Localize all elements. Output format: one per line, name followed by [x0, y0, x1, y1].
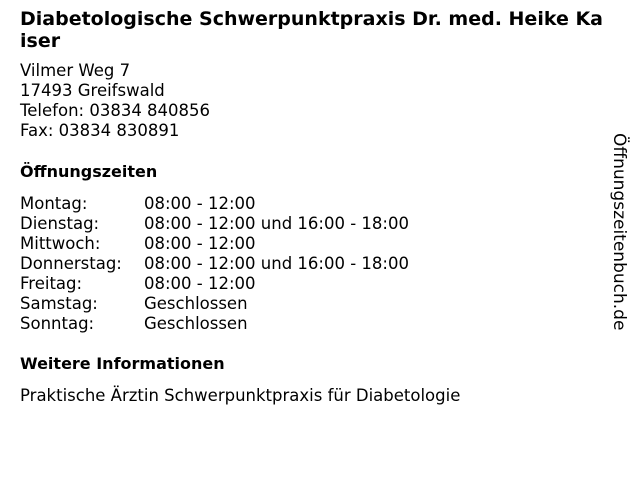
day-label: Donnerstag: [20, 254, 122, 273]
hours-row-tuesday [20, 214, 605, 234]
day-label: Dienstag: [20, 214, 100, 233]
more-info-text: Praktische Ärztin Schwerpunktpraxis für Diabetologie [20, 386, 461, 405]
hours-row-sunday [20, 314, 605, 334]
phone-number: Telefon: 03834 840856 [20, 101, 211, 120]
opening-hours-heading: Öffnungszeiten [20, 162, 158, 181]
time-value: 08:00 - 12:00 [144, 274, 256, 293]
day-label: Samstag: [20, 294, 98, 313]
time-value: 08:00 - 12:00 [144, 194, 256, 213]
site-watermark: Öffnungszeitenbuch.de [609, 133, 629, 331]
hours-row-thursday [20, 254, 605, 274]
contact-block [20, 61, 605, 141]
time-value: 08:00 - 12:00 [144, 234, 256, 253]
fax-number: Fax: 03834 830891 [20, 121, 180, 140]
opening-hours-table [20, 194, 605, 334]
practice-name: Diabetologische Schwerpunktpraxis Dr. med. Heike Kaiser [20, 8, 603, 52]
time-value: Geschlossen [144, 314, 248, 333]
day-label: Mittwoch: [20, 234, 101, 253]
day-label: Montag: [20, 194, 88, 213]
day-label: Freitag: [20, 274, 83, 293]
time-value: 08:00 - 12:00 und 16:00 - 18:00 [144, 214, 409, 233]
day-label: Sonntag: [20, 314, 95, 333]
hours-row-wednesday [20, 234, 605, 254]
time-value: 08:00 - 12:00 und 16:00 - 18:00 [144, 254, 409, 273]
city: 17493 Greifswald [20, 81, 165, 100]
practice-card [20, 8, 605, 406]
street-address: Vilmer Weg 7 [20, 61, 131, 80]
more-info-heading: Weitere Informationen [20, 354, 225, 373]
time-value: Geschlossen [144, 294, 248, 313]
hours-row-monday [20, 194, 605, 214]
hours-row-friday [20, 274, 605, 294]
hours-row-saturday [20, 294, 605, 314]
